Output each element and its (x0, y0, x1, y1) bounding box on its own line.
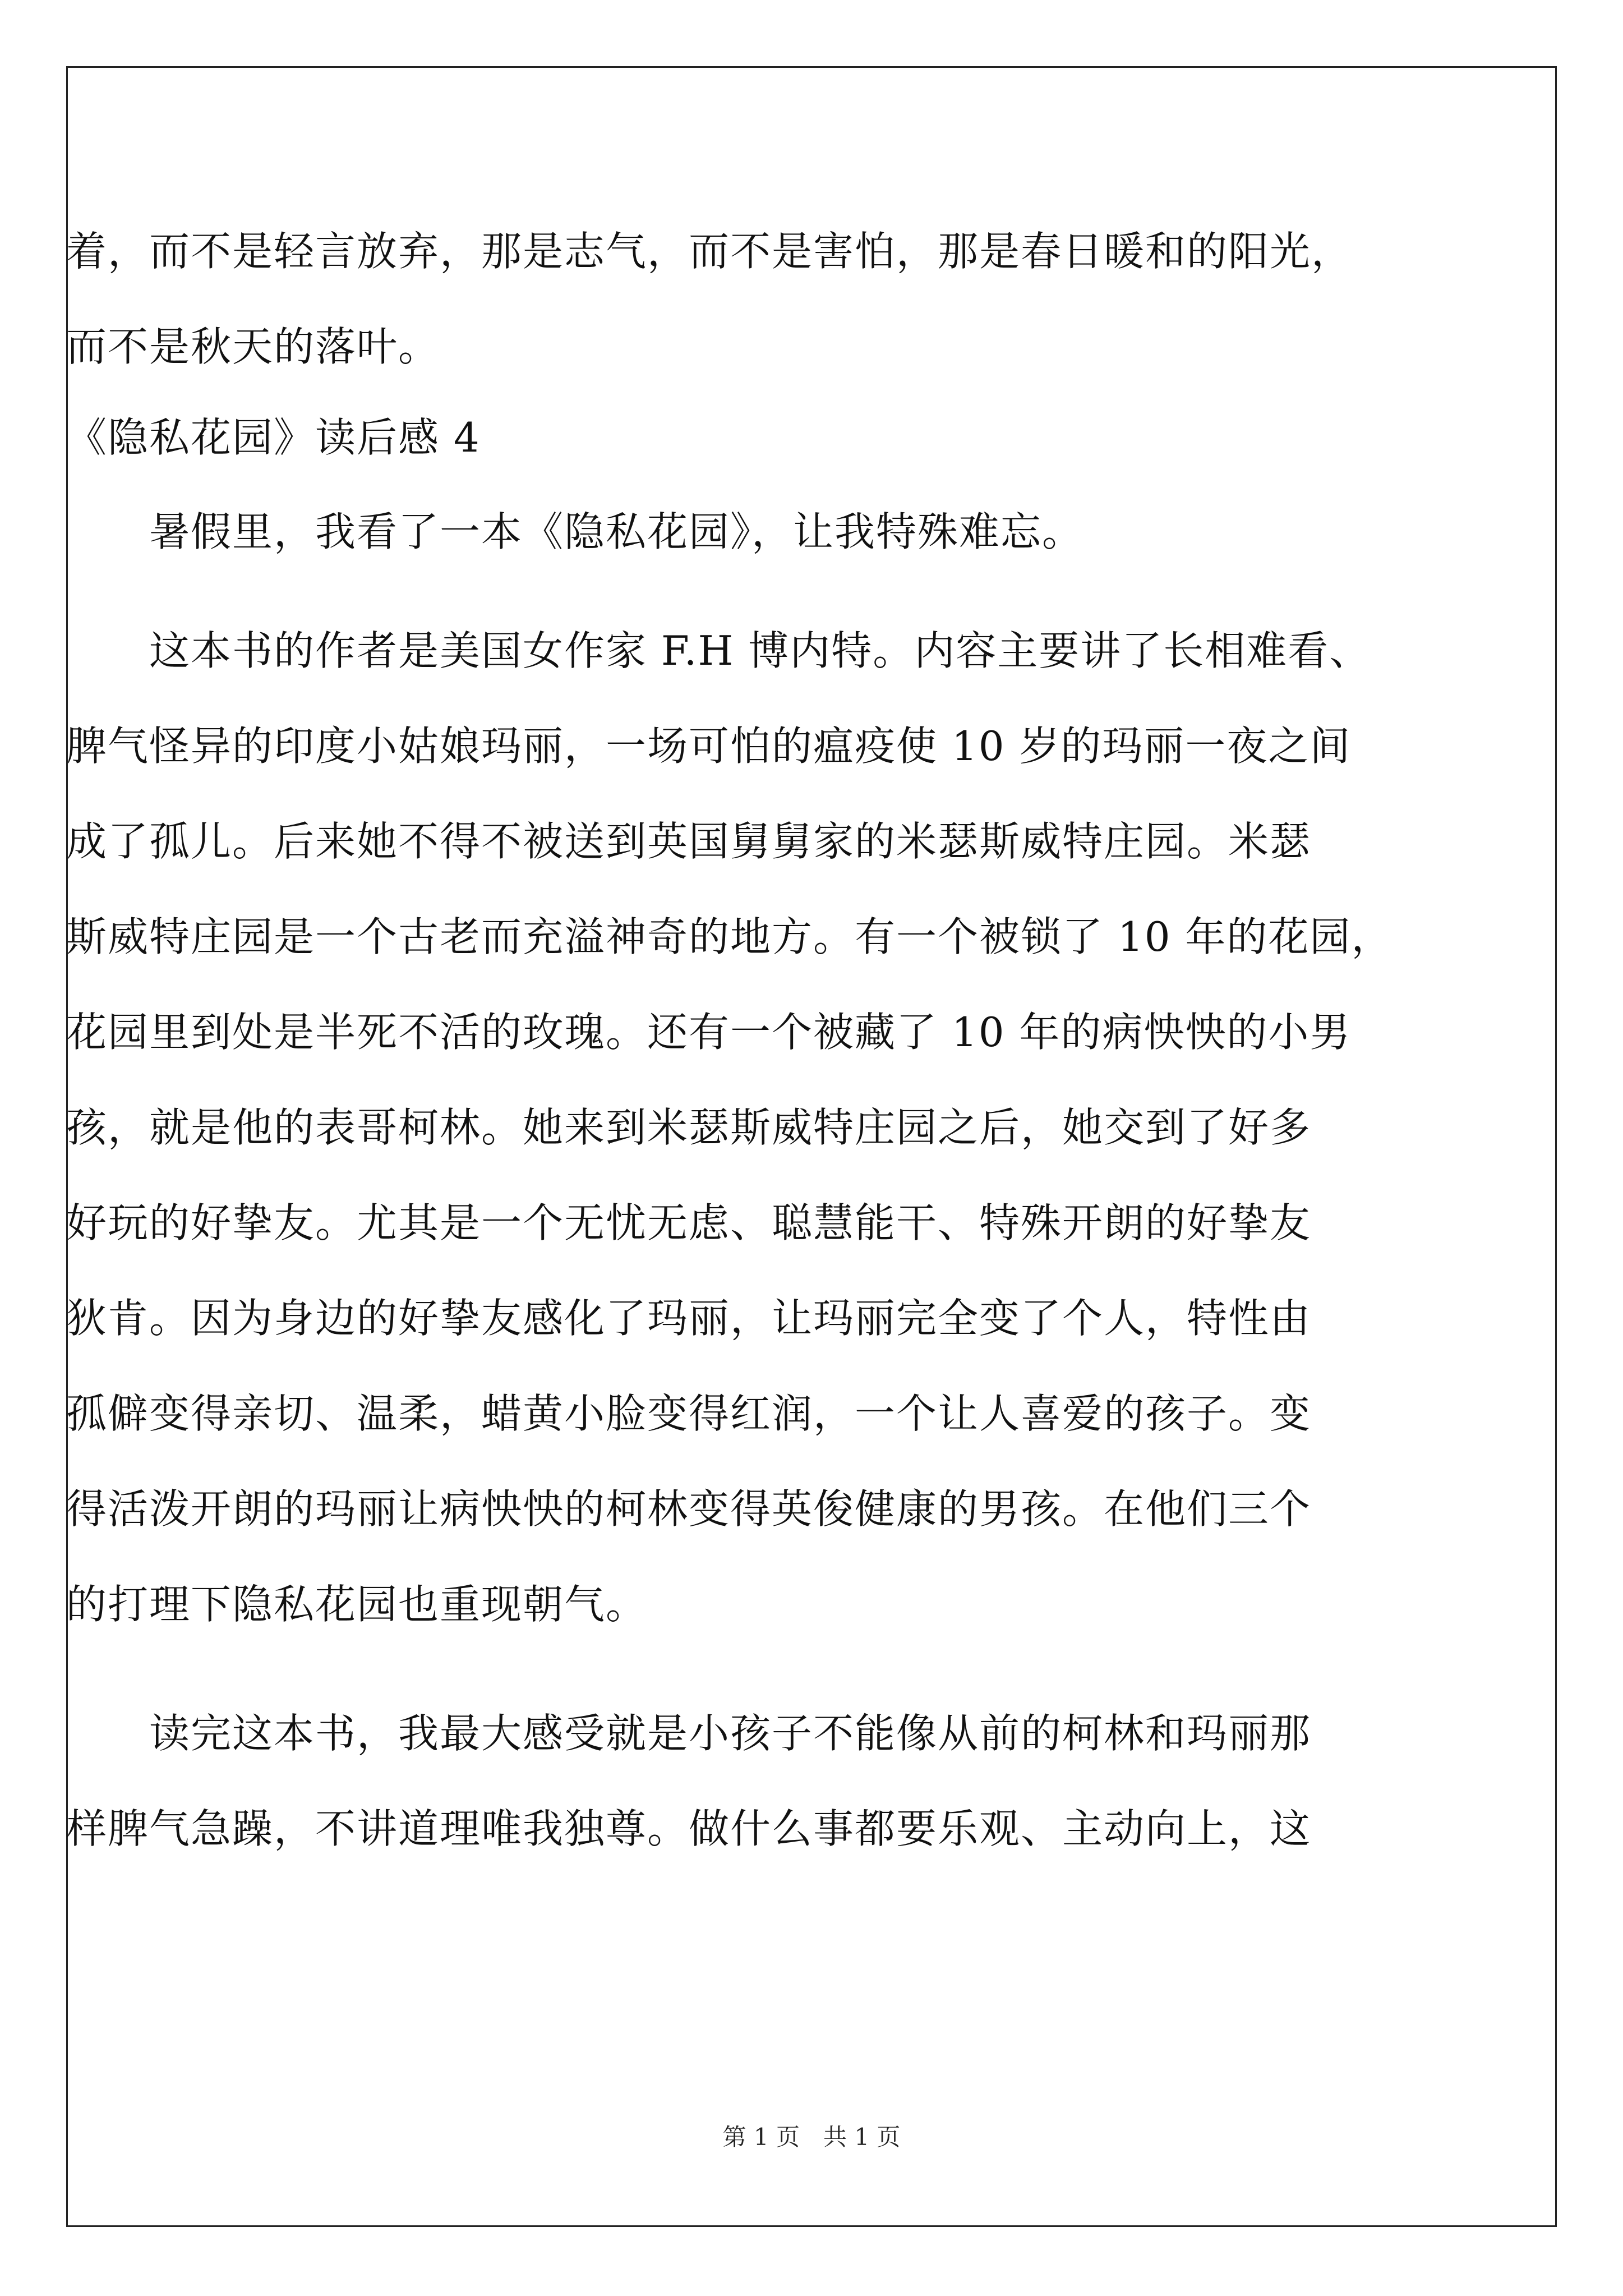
page-footer: 第 1 页 共 1 页 (722, 2123, 901, 2151)
text-line: 斯威特庄园是一个古老而充溢神奇的地方。有一个被锁了 10 年的花园， (66, 913, 1393, 960)
text-line: 孤僻变得亲切、温柔，蜡黄小脸变得红润，一个让人喜爱的孩子。变 (66, 1390, 1312, 1437)
text-line: 这本书的作者是美国女作家 F.H 博内特。内容主要讲了长相难看、 (66, 627, 1371, 674)
text-line: 脾气怪异的印度小姑娘玛丽，一场可怕的瘟疫使 10 岁的玛丽一夜之间 (66, 723, 1352, 770)
text-line: 的打理下隐私花园也重现朝气。 (66, 1581, 648, 1628)
text-line: 孩，就是他的表哥柯林。她来到米瑟斯威特庄园之后，她交到了好多 (66, 1104, 1312, 1151)
text-line: 而不是秋天的落叶。 (66, 323, 440, 370)
text-line: 花园里到处是半死不活的玫瑰。还有一个被藏了 10 年的病怏怏的小男 (66, 1009, 1352, 1056)
text-line: 暑假里，我看了一本《隐私花园》，让我特殊难忘。 (66, 508, 1084, 555)
text-line: 好玩的好挚友。尤其是一个无忧无虑、聪慧能干、特殊开朗的好挚友 (66, 1199, 1312, 1246)
text-line: 成了孤儿。后来她不得不被送到英国舅舅家的米瑟斯威特庄园。米瑟 (66, 818, 1312, 865)
text-line: 得活泼开朗的玛丽让病怏怏的柯林变得英俊健康的男孩。在他们三个 (66, 1485, 1312, 1533)
text-line: 狄肯。因为身边的好挚友感化了玛丽，让玛丽完全变了个人，特性由 (66, 1295, 1312, 1342)
text-line: 读完这本书，我最大感受就是小孩子不能像从前的柯林和玛丽那 (66, 1710, 1312, 1757)
text-line: 着，而不是轻言放弃，那是志气，而不是害怕，那是春日暖和的阳光， (66, 228, 1353, 275)
text-line: 样脾气急躁，不讲道理唯我独尊。做什么事都要乐观、主动向上，这 (66, 1805, 1312, 1852)
section-heading: 《隐私花园》读后感 4 (66, 414, 481, 461)
